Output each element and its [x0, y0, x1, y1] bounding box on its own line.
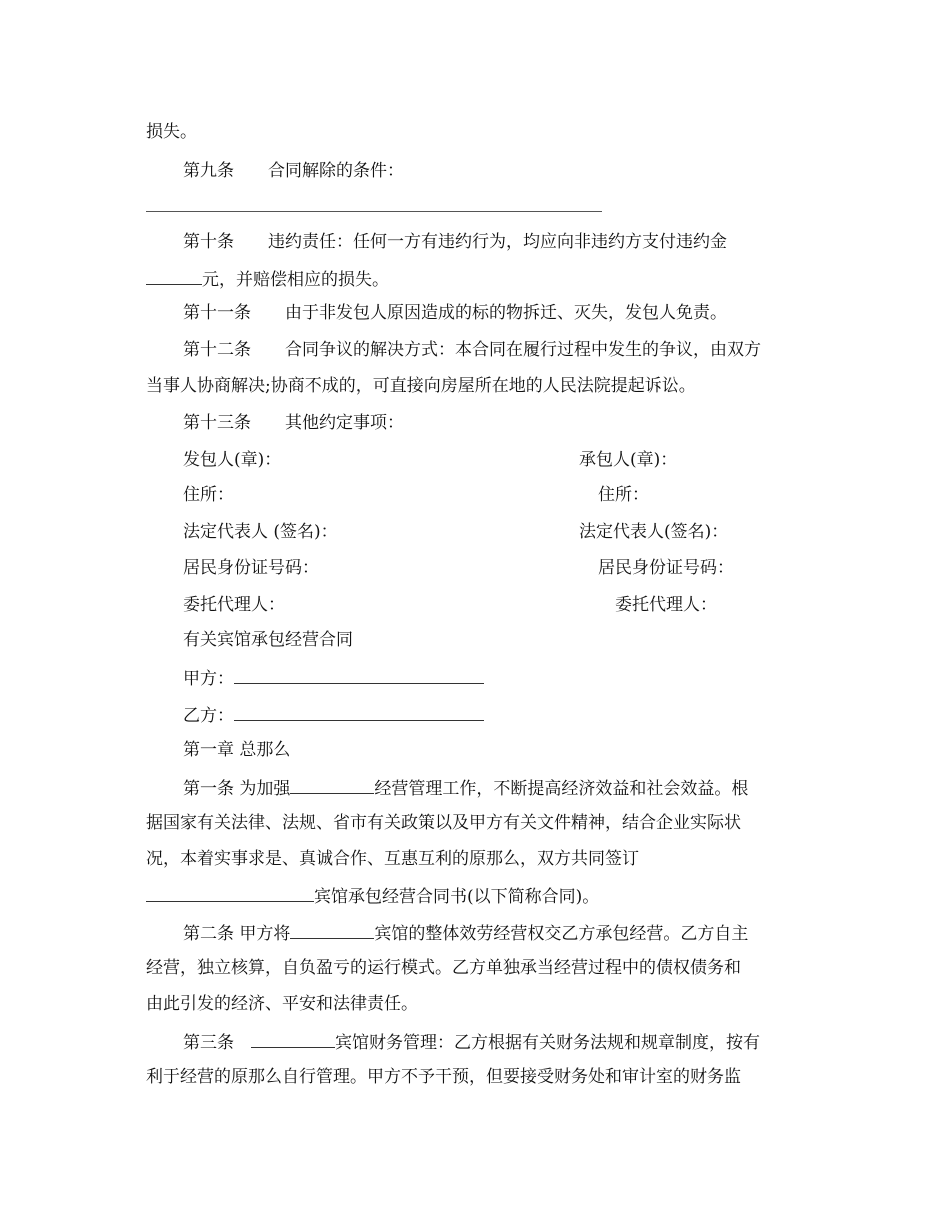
article-10 [183, 231, 843, 253]
sig-left-id: 居民身份证号码： [183, 558, 319, 578]
text-line: 经营，独立核算，自负盈亏的运行模式。乙方单独承当经营过程中的债权债务和 [146, 958, 741, 978]
article-text: 合同解除的条件： [268, 161, 404, 181]
text-span: 第二条 甲方将 [183, 924, 291, 944]
fill-blank [290, 921, 374, 939]
article-1 [183, 776, 843, 800]
text-span: 经营管理工作，不断提高经济效益和社会效益。根 [374, 779, 749, 799]
article-text: 由于非发包人原因造成的标的物拆迁、灭失，发包人免责。 [285, 303, 727, 323]
article-number: 第十条 [183, 232, 234, 252]
text-line [146, 884, 806, 908]
article-number: 第十二条 [183, 340, 251, 360]
article-13 [183, 412, 843, 434]
fill-blank [251, 1030, 335, 1048]
party-b-line [183, 703, 843, 727]
sig-right-id: 居民身份证号码： [598, 558, 734, 578]
chapter-heading: 第一章 总那么 [183, 740, 291, 760]
text-line: 当事人协商解决;协商不成的，可直接向房屋所在地的人民法院提起诉讼。 [146, 376, 696, 396]
text-span: 宾馆承包经营合同书(以下简称合同)。 [314, 887, 600, 907]
text-span: 元，并赔偿相应的损失。 [202, 270, 389, 290]
text-line: 况，本着实事求是、真诚合作、互惠互利的原那么，双方共同签订 [146, 849, 639, 869]
text-span: 第三条 [183, 1033, 234, 1053]
text-line: 利于经营的原那么自行管理。甲方不予干预，但要接受财务处和审计室的财务监 [146, 1067, 741, 1087]
text-line [146, 267, 806, 291]
fill-blank [146, 267, 202, 285]
fill-blank [146, 884, 314, 902]
article-number: 第九条 [183, 161, 234, 181]
article-3 [183, 1030, 843, 1054]
article-11 [183, 302, 843, 324]
contract-title: 有关宾馆承包经营合同 [183, 630, 353, 650]
article-text: 合同争议的解决方式：本合同在履行过程中发生的争议，由双方 [285, 340, 761, 360]
article-9 [183, 160, 843, 182]
text-span: 宾馆的整体效劳经营权交乙方承包经营。乙方自主 [374, 924, 749, 944]
sig-left-address: 住所： [183, 485, 234, 505]
text-line: 由此引发的经济、平安和法律责任。 [146, 994, 418, 1014]
sig-right-agent: 委托代理人： [615, 595, 717, 615]
article-text: 其他约定事项： [285, 413, 404, 433]
sig-right-legal-rep: 法定代表人(签名)： [579, 522, 729, 542]
sig-left-legal-rep: 法定代表人 (签名)： [183, 522, 338, 542]
article-text: 违约责任：任何一方有违约行为，均应向非违约方支付违约金 [268, 232, 727, 252]
text-span: 第一条 为加强 [183, 779, 291, 799]
article-12 [183, 339, 843, 361]
text-span: 宾馆财务管理：乙方根据有关财务法规和规章制度，按有 [335, 1033, 760, 1053]
fill-blank [290, 776, 374, 794]
party-label: 乙方： [183, 706, 234, 726]
sig-left-agent: 委托代理人： [183, 595, 285, 615]
article-number: 第十三条 [183, 413, 251, 433]
article-number: 第十一条 [183, 303, 251, 323]
sig-right-contractor: 承包人(章)： [579, 450, 678, 470]
party-a-line [183, 666, 843, 690]
sig-right-address: 住所： [598, 485, 649, 505]
fill-blank [234, 666, 484, 684]
party-label: 甲方： [183, 669, 234, 689]
sig-left-issuer: 发包人(章)： [183, 450, 282, 470]
article-2 [183, 921, 843, 945]
fill-blank [234, 703, 484, 721]
text-line: 损失。 [146, 122, 197, 142]
blank-rule [146, 211, 602, 212]
text-line: 据国家有关法律、法规、省市有关政策以及甲方有关文件精神，结合企业实际状 [146, 813, 741, 833]
